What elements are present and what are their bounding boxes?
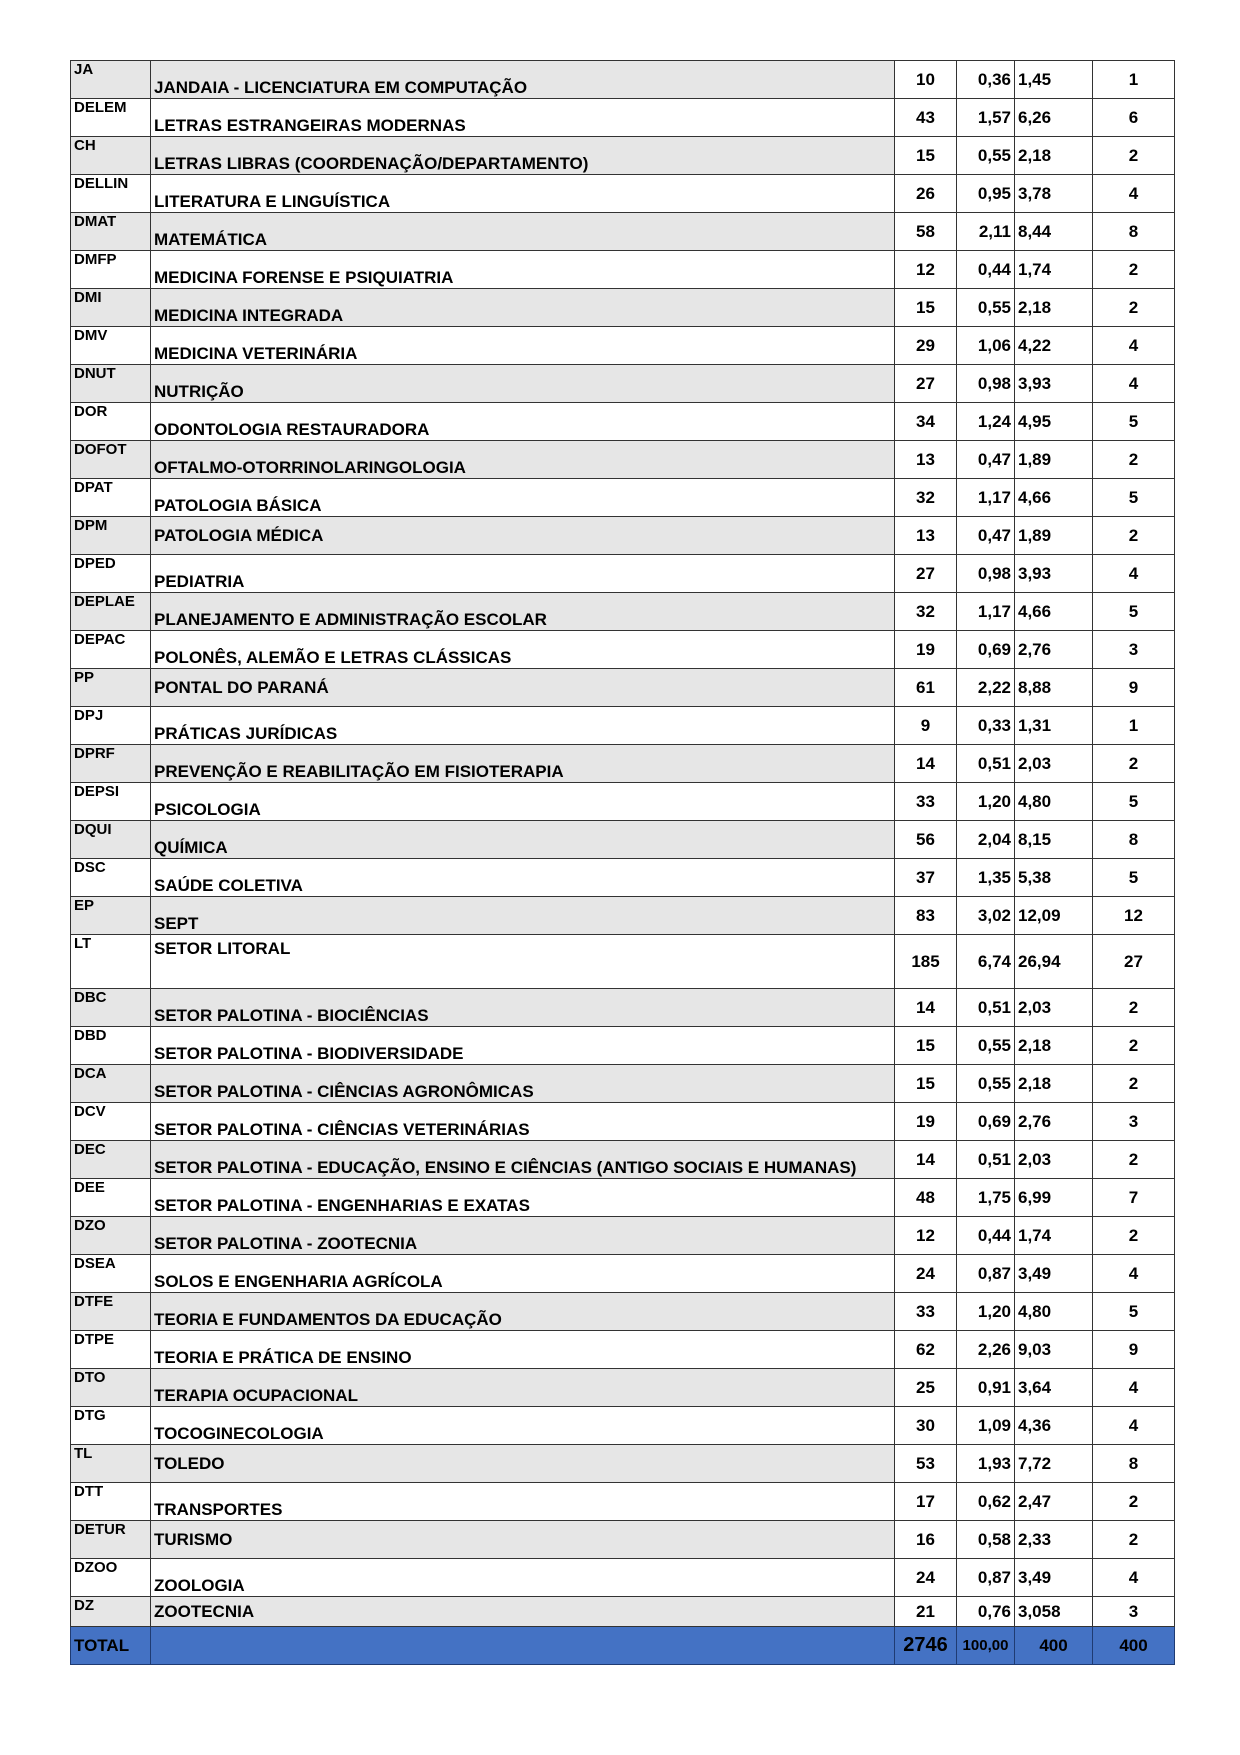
row-count: 17 <box>895 1483 957 1521</box>
row-count: 15 <box>895 1065 957 1103</box>
row-count: 32 <box>895 479 957 517</box>
row-seats: 2 <box>1093 1065 1175 1103</box>
row-seats: 4 <box>1093 1407 1175 1445</box>
row-name: PSICOLOGIA <box>151 783 895 821</box>
row-prop: 4,80 <box>1015 1293 1093 1331</box>
table-row <box>71 403 1175 441</box>
table-row <box>71 1483 1175 1521</box>
row-count: 25 <box>895 1369 957 1407</box>
row-name: SAÚDE COLETIVA <box>151 859 895 897</box>
row-seats: 4 <box>1093 327 1175 365</box>
row-count: 33 <box>895 783 957 821</box>
row-code: DPRF <box>71 745 151 783</box>
row-prop: 2,03 <box>1015 745 1093 783</box>
row-count: 62 <box>895 1331 957 1369</box>
table-row <box>71 1331 1175 1369</box>
table-row <box>71 327 1175 365</box>
row-prop: 8,15 <box>1015 821 1093 859</box>
row-seats: 27 <box>1093 935 1175 989</box>
row-pct: 2,04 <box>957 821 1015 859</box>
row-seats: 4 <box>1093 1559 1175 1597</box>
row-name: POLONÊS, ALEMÃO E LETRAS CLÁSSICAS <box>151 631 895 669</box>
row-name: LITERATURA E LINGUÍSTICA <box>151 175 895 213</box>
row-prop: 5,38 <box>1015 859 1093 897</box>
row-count: 29 <box>895 327 957 365</box>
table-row <box>71 137 1175 175</box>
row-code: DPM <box>71 517 151 555</box>
table-row <box>71 631 1175 669</box>
table-row <box>71 555 1175 593</box>
row-pct: 1,57 <box>957 99 1015 137</box>
row-count: 15 <box>895 137 957 175</box>
row-prop: 2,47 <box>1015 1483 1093 1521</box>
row-pct: 1,24 <box>957 403 1015 441</box>
row-name: PREVENÇÃO E REABILITAÇÃO EM FISIOTERAPIA <box>151 745 895 783</box>
table-row <box>71 745 1175 783</box>
row-prop: 3,93 <box>1015 555 1093 593</box>
table-row <box>71 99 1175 137</box>
row-name: MEDICINA VETERINÁRIA <box>151 327 895 365</box>
row-pct: 0,51 <box>957 989 1015 1027</box>
table-row <box>71 1559 1175 1597</box>
row-name: LETRAS ESTRANGEIRAS MODERNAS <box>151 99 895 137</box>
row-pct: 0,95 <box>957 175 1015 213</box>
row-seats: 5 <box>1093 593 1175 631</box>
row-prop: 6,99 <box>1015 1179 1093 1217</box>
row-prop: 1,31 <box>1015 707 1093 745</box>
table-row <box>71 1217 1175 1255</box>
row-name: SETOR PALOTINA - CIÊNCIAS VETERINÁRIAS <box>151 1103 895 1141</box>
row-pct: 1,06 <box>957 327 1015 365</box>
row-code: DTT <box>71 1483 151 1521</box>
row-count: 185 <box>895 935 957 989</box>
total-name <box>151 1627 895 1665</box>
table-row <box>71 989 1175 1027</box>
row-name: SOLOS E ENGENHARIA AGRÍCOLA <box>151 1255 895 1293</box>
row-name: TOCOGINECOLOGIA <box>151 1407 895 1445</box>
row-pct: 0,69 <box>957 1103 1015 1141</box>
row-prop: 3,93 <box>1015 365 1093 403</box>
table-row <box>71 859 1175 897</box>
table-row <box>71 897 1175 935</box>
table-row <box>71 1445 1175 1483</box>
row-prop: 4,36 <box>1015 1407 1093 1445</box>
row-prop: 6,26 <box>1015 99 1093 137</box>
row-count: 33 <box>895 1293 957 1331</box>
table-row <box>71 669 1175 707</box>
table-row <box>71 1521 1175 1559</box>
row-prop: 2,76 <box>1015 1103 1093 1141</box>
table-row <box>71 1027 1175 1065</box>
row-prop: 12,09 <box>1015 897 1093 935</box>
row-name: SETOR PALOTINA - BIOCIÊNCIAS <box>151 989 895 1027</box>
row-seats: 2 <box>1093 1483 1175 1521</box>
row-count: 56 <box>895 821 957 859</box>
row-seats: 2 <box>1093 1027 1175 1065</box>
row-count: 10 <box>895 61 957 99</box>
row-code: DEPSI <box>71 783 151 821</box>
row-code: DBD <box>71 1027 151 1065</box>
row-name: ZOOLOGIA <box>151 1559 895 1597</box>
table-row <box>71 1597 1175 1627</box>
row-name: TRANSPORTES <box>151 1483 895 1521</box>
row-pct: 1,75 <box>957 1179 1015 1217</box>
table-row <box>71 707 1175 745</box>
table-row <box>71 1293 1175 1331</box>
row-pct: 0,58 <box>957 1521 1015 1559</box>
row-prop: 1,89 <box>1015 441 1093 479</box>
row-count: 83 <box>895 897 957 935</box>
row-pct: 1,17 <box>957 479 1015 517</box>
row-pct: 0,47 <box>957 517 1015 555</box>
row-pct: 0,87 <box>957 1559 1015 1597</box>
row-name: MEDICINA FORENSE E PSIQUIATRIA <box>151 251 895 289</box>
row-count: 12 <box>895 1217 957 1255</box>
row-seats: 5 <box>1093 403 1175 441</box>
row-seats: 2 <box>1093 289 1175 327</box>
row-pct: 0,98 <box>957 365 1015 403</box>
row-code: DELLIN <box>71 175 151 213</box>
row-name: TURISMO <box>151 1521 895 1559</box>
row-pct: 0,55 <box>957 137 1015 175</box>
row-prop: 2,03 <box>1015 989 1093 1027</box>
table-row <box>71 935 1175 989</box>
row-name: SEPT <box>151 897 895 935</box>
table-row <box>71 213 1175 251</box>
row-code: LT <box>71 935 151 989</box>
row-name: TERAPIA OCUPACIONAL <box>151 1369 895 1407</box>
total-pct: 100,00 <box>957 1627 1015 1665</box>
row-prop: 8,88 <box>1015 669 1093 707</box>
row-name: TEORIA E FUNDAMENTOS DA EDUCAÇÃO <box>151 1293 895 1331</box>
row-seats: 4 <box>1093 175 1175 213</box>
row-count: 32 <box>895 593 957 631</box>
row-seats: 2 <box>1093 1141 1175 1179</box>
row-code: PP <box>71 669 151 707</box>
row-code: DEC <box>71 1141 151 1179</box>
row-pct: 3,02 <box>957 897 1015 935</box>
row-code: DEPLAE <box>71 593 151 631</box>
row-seats: 2 <box>1093 745 1175 783</box>
row-count: 48 <box>895 1179 957 1217</box>
row-name: JANDAIA - LICENCIATURA EM COMPUTAÇÃO <box>151 61 895 99</box>
row-name: TEORIA E PRÁTICA DE ENSINO <box>151 1331 895 1369</box>
table-row <box>71 1255 1175 1293</box>
row-code: DELEM <box>71 99 151 137</box>
row-code: DOR <box>71 403 151 441</box>
row-seats: 5 <box>1093 859 1175 897</box>
row-code: DEPAC <box>71 631 151 669</box>
row-prop: 3,78 <box>1015 175 1093 213</box>
row-prop: 1,74 <box>1015 251 1093 289</box>
row-count: 27 <box>895 365 957 403</box>
row-code: DTG <box>71 1407 151 1445</box>
row-name: LETRAS LIBRAS (COORDENAÇÃO/DEPARTAMENTO) <box>151 137 895 175</box>
row-seats: 1 <box>1093 707 1175 745</box>
row-count: 14 <box>895 989 957 1027</box>
row-seats: 4 <box>1093 365 1175 403</box>
row-code: DBC <box>71 989 151 1027</box>
row-prop: 26,94 <box>1015 935 1093 989</box>
row-prop: 3,49 <box>1015 1255 1093 1293</box>
row-seats: 8 <box>1093 213 1175 251</box>
allocation-table <box>70 60 1175 1665</box>
table-row <box>71 593 1175 631</box>
row-prop: 3,058 <box>1015 1597 1093 1627</box>
table-row <box>71 251 1175 289</box>
row-code: DMAT <box>71 213 151 251</box>
row-seats: 7 <box>1093 1179 1175 1217</box>
row-prop: 4,66 <box>1015 479 1093 517</box>
row-seats: 3 <box>1093 1103 1175 1141</box>
row-prop: 3,64 <box>1015 1369 1093 1407</box>
row-seats: 2 <box>1093 989 1175 1027</box>
row-code: DSEA <box>71 1255 151 1293</box>
row-prop: 1,45 <box>1015 61 1093 99</box>
table-row <box>71 1065 1175 1103</box>
row-code: DMFP <box>71 251 151 289</box>
table-row <box>71 175 1175 213</box>
total-row <box>71 1627 1175 1665</box>
row-pct: 0,33 <box>957 707 1015 745</box>
row-prop: 2,33 <box>1015 1521 1093 1559</box>
row-code: DMV <box>71 327 151 365</box>
row-seats: 2 <box>1093 441 1175 479</box>
row-pct: 6,74 <box>957 935 1015 989</box>
row-name: PRÁTICAS JURÍDICAS <box>151 707 895 745</box>
row-count: 14 <box>895 1141 957 1179</box>
row-seats: 3 <box>1093 1597 1175 1627</box>
row-prop: 4,22 <box>1015 327 1093 365</box>
row-count: 37 <box>895 859 957 897</box>
row-seats: 9 <box>1093 669 1175 707</box>
row-pct: 2,22 <box>957 669 1015 707</box>
row-count: 9 <box>895 707 957 745</box>
row-prop: 8,44 <box>1015 213 1093 251</box>
row-count: 58 <box>895 213 957 251</box>
row-count: 14 <box>895 745 957 783</box>
row-count: 13 <box>895 517 957 555</box>
row-prop: 2,18 <box>1015 137 1093 175</box>
row-name: QUÍMICA <box>151 821 895 859</box>
row-code: DNUT <box>71 365 151 403</box>
row-pct: 1,20 <box>957 783 1015 821</box>
row-code: JA <box>71 61 151 99</box>
row-code: DMI <box>71 289 151 327</box>
row-seats: 2 <box>1093 137 1175 175</box>
table-row <box>71 61 1175 99</box>
row-prop: 2,18 <box>1015 289 1093 327</box>
row-name: NUTRIÇÃO <box>151 365 895 403</box>
row-prop: 4,66 <box>1015 593 1093 631</box>
row-seats: 9 <box>1093 1331 1175 1369</box>
row-code: DTFE <box>71 1293 151 1331</box>
row-pct: 0,44 <box>957 1217 1015 1255</box>
row-seats: 8 <box>1093 821 1175 859</box>
row-prop: 2,18 <box>1015 1027 1093 1065</box>
table-row <box>71 1369 1175 1407</box>
row-count: 53 <box>895 1445 957 1483</box>
table-row <box>71 783 1175 821</box>
row-name: ODONTOLOGIA RESTAURADORA <box>151 403 895 441</box>
row-prop: 3,49 <box>1015 1559 1093 1597</box>
row-seats: 6 <box>1093 99 1175 137</box>
row-code: DTPE <box>71 1331 151 1369</box>
row-code: DZOO <box>71 1559 151 1597</box>
row-pct: 0,76 <box>957 1597 1015 1627</box>
row-seats: 4 <box>1093 1369 1175 1407</box>
row-count: 43 <box>895 99 957 137</box>
row-count: 26 <box>895 175 957 213</box>
row-pct: 2,11 <box>957 213 1015 251</box>
row-count: 15 <box>895 1027 957 1065</box>
row-seats: 12 <box>1093 897 1175 935</box>
row-name: PATOLOGIA MÉDICA <box>151 517 895 555</box>
row-pct: 0,55 <box>957 1027 1015 1065</box>
row-name: PONTAL DO PARANÁ <box>151 669 895 707</box>
table-row <box>71 517 1175 555</box>
row-name: SETOR PALOTINA - BIODIVERSIDADE <box>151 1027 895 1065</box>
row-seats: 1 <box>1093 61 1175 99</box>
row-code: DTO <box>71 1369 151 1407</box>
row-code: DPAT <box>71 479 151 517</box>
row-seats: 5 <box>1093 479 1175 517</box>
row-pct: 0,55 <box>957 1065 1015 1103</box>
total-label: TOTAL <box>71 1627 151 1665</box>
row-prop: 2,03 <box>1015 1141 1093 1179</box>
row-seats: 3 <box>1093 631 1175 669</box>
row-pct: 0,51 <box>957 1141 1015 1179</box>
row-count: 24 <box>895 1255 957 1293</box>
row-pct: 0,55 <box>957 289 1015 327</box>
row-seats: 2 <box>1093 251 1175 289</box>
row-seats: 5 <box>1093 1293 1175 1331</box>
row-code: DPED <box>71 555 151 593</box>
row-seats: 2 <box>1093 517 1175 555</box>
row-pct: 0,36 <box>957 61 1015 99</box>
row-code: DOFOT <box>71 441 151 479</box>
row-count: 12 <box>895 251 957 289</box>
row-pct: 1,20 <box>957 1293 1015 1331</box>
row-code: DZO <box>71 1217 151 1255</box>
row-code: DCA <box>71 1065 151 1103</box>
table-row <box>71 1141 1175 1179</box>
row-count: 13 <box>895 441 957 479</box>
row-name: PEDIATRIA <box>151 555 895 593</box>
row-code: DPJ <box>71 707 151 745</box>
row-pct: 2,26 <box>957 1331 1015 1369</box>
row-pct: 0,47 <box>957 441 1015 479</box>
row-code: DEE <box>71 1179 151 1217</box>
table-row <box>71 441 1175 479</box>
table-row <box>71 821 1175 859</box>
row-code: EP <box>71 897 151 935</box>
row-code: CH <box>71 137 151 175</box>
row-count: 21 <box>895 1597 957 1627</box>
row-code: DZ <box>71 1597 151 1627</box>
row-count: 27 <box>895 555 957 593</box>
row-pct: 0,62 <box>957 1483 1015 1521</box>
row-count: 34 <box>895 403 957 441</box>
row-pct: 0,51 <box>957 745 1015 783</box>
row-count: 16 <box>895 1521 957 1559</box>
row-pct: 0,44 <box>957 251 1015 289</box>
row-prop: 7,72 <box>1015 1445 1093 1483</box>
row-code: DSC <box>71 859 151 897</box>
row-seats: 4 <box>1093 1255 1175 1293</box>
row-prop: 1,89 <box>1015 517 1093 555</box>
row-name: ZOOTECNIA <box>151 1597 895 1627</box>
row-seats: 5 <box>1093 783 1175 821</box>
row-pct: 1,09 <box>957 1407 1015 1445</box>
row-code: DCV <box>71 1103 151 1141</box>
row-pct: 0,98 <box>957 555 1015 593</box>
row-name: SETOR PALOTINA - ZOOTECNIA <box>151 1217 895 1255</box>
table-body <box>71 61 1175 1627</box>
row-name: TOLEDO <box>151 1445 895 1483</box>
row-pct: 1,35 <box>957 859 1015 897</box>
table-row <box>71 479 1175 517</box>
row-pct: 0,69 <box>957 631 1015 669</box>
row-name: SETOR PALOTINA - ENGENHARIAS E EXATAS <box>151 1179 895 1217</box>
row-prop: 4,95 <box>1015 403 1093 441</box>
row-pct: 0,91 <box>957 1369 1015 1407</box>
row-prop: 1,74 <box>1015 1217 1093 1255</box>
row-name: MATEMÁTICA <box>151 213 895 251</box>
row-name: PLANEJAMENTO E ADMINISTRAÇÃO ESCOLAR <box>151 593 895 631</box>
row-name: SETOR PALOTINA - EDUCAÇÃO, ENSINO E CIÊNCIAS (ANTIGO SOCIAIS E HUMANAS) <box>151 1141 895 1179</box>
row-name: OFTALMO-OTORRINOLARINGOLOGIA <box>151 441 895 479</box>
row-pct: 1,93 <box>957 1445 1015 1483</box>
row-pct: 0,87 <box>957 1255 1015 1293</box>
row-prop: 4,80 <box>1015 783 1093 821</box>
row-code: TL <box>71 1445 151 1483</box>
row-name: MEDICINA INTEGRADA <box>151 289 895 327</box>
row-name: SETOR PALOTINA - CIÊNCIAS AGRONÔMICAS <box>151 1065 895 1103</box>
total-seats: 400 <box>1093 1627 1175 1665</box>
row-seats: 2 <box>1093 1521 1175 1559</box>
row-name: SETOR LITORAL <box>151 935 895 989</box>
row-code: DQUI <box>71 821 151 859</box>
total-count: 2746 <box>895 1627 957 1665</box>
row-seats: 2 <box>1093 1217 1175 1255</box>
table-row <box>71 1179 1175 1217</box>
row-name: PATOLOGIA BÁSICA <box>151 479 895 517</box>
table-row <box>71 1407 1175 1445</box>
row-seats: 4 <box>1093 555 1175 593</box>
row-code: DETUR <box>71 1521 151 1559</box>
row-count: 19 <box>895 631 957 669</box>
table-row <box>71 365 1175 403</box>
row-count: 19 <box>895 1103 957 1141</box>
row-count: 61 <box>895 669 957 707</box>
row-count: 30 <box>895 1407 957 1445</box>
row-prop: 2,18 <box>1015 1065 1093 1103</box>
row-seats: 8 <box>1093 1445 1175 1483</box>
table-row <box>71 1103 1175 1141</box>
row-count: 24 <box>895 1559 957 1597</box>
total-prop: 400 <box>1015 1627 1093 1665</box>
row-count: 15 <box>895 289 957 327</box>
row-pct: 1,17 <box>957 593 1015 631</box>
table-row <box>71 289 1175 327</box>
row-prop: 9,03 <box>1015 1331 1093 1369</box>
row-prop: 2,76 <box>1015 631 1093 669</box>
